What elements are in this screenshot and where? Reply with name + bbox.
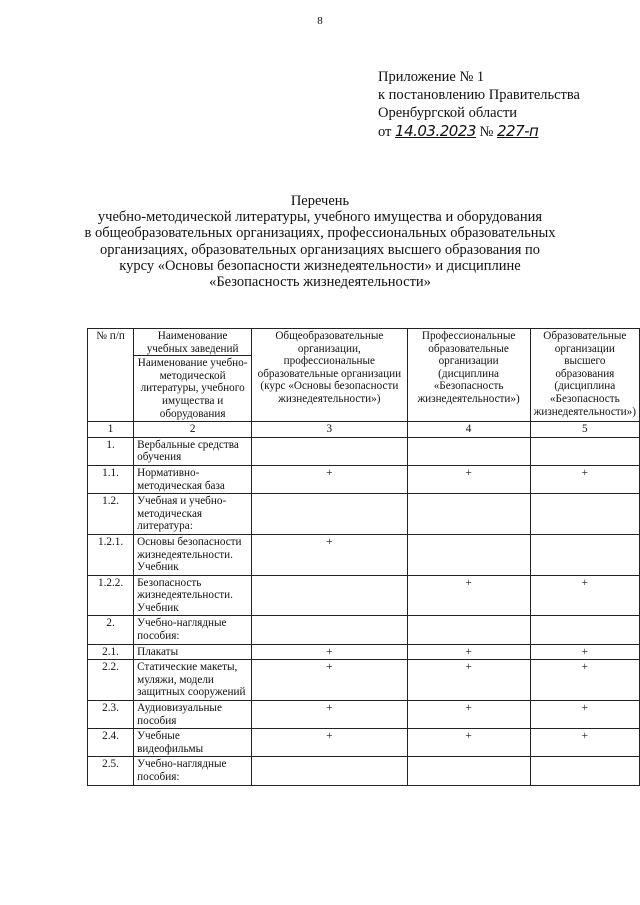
row-name: Учебно-наглядные пособия:: [134, 757, 252, 785]
row-col3: [252, 494, 407, 535]
row-col4: [407, 437, 530, 465]
header-col4: Профессиональные образовательные организации (дисциплина «Безопасность жизнедеятельности»): [407, 329, 530, 422]
row-num: 2.: [88, 616, 134, 644]
table-row: [88, 616, 640, 644]
table-row: [88, 729, 640, 757]
title-line: учебно-методической литературы, учебного имущества и оборудования: [97, 209, 543, 226]
index-cell: 2: [134, 422, 252, 438]
header-name-bottom: Наименование учебно-методической литературы, учебного имущества и оборудования: [137, 357, 248, 420]
row-num: 1.: [88, 437, 134, 465]
row-col4: [407, 534, 530, 575]
row-num: 1.1.: [88, 465, 134, 493]
row-col3: [252, 437, 407, 465]
header-col3: Общеобразовательные организации, профессиональные образовательные организации (курс «Основы безопасности жизнедеятельности»): [252, 329, 407, 422]
table-index-row: [88, 422, 640, 438]
row-name: Учебные видеофильмы: [134, 729, 252, 757]
row-col4: +: [407, 465, 530, 493]
row-name: Учебно-наглядные пособия:: [134, 616, 252, 644]
table-row: [88, 494, 640, 535]
row-name: Безопасность жизнедеятельности. Учебник: [134, 575, 252, 616]
row-num: 2.3.: [88, 701, 134, 729]
appendix-block: [378, 68, 580, 141]
row-name: Основы безопасности жизнедеятельности. Учебник: [134, 534, 252, 575]
row-col3: +: [252, 534, 407, 575]
row-col4: [407, 616, 530, 644]
handwritten-number: 227-п: [497, 122, 539, 140]
row-col3: +: [252, 701, 407, 729]
row-col4: +: [407, 575, 530, 616]
table-row: [88, 757, 640, 785]
title-line: «Безопасность жизнедеятельности»: [209, 274, 431, 291]
document-title: [60, 193, 580, 290]
table-row: [88, 575, 640, 616]
row-num: 2.4.: [88, 729, 134, 757]
title-heading: Перечень: [290, 193, 350, 209]
row-col3: +: [252, 465, 407, 493]
handwritten-date: 14.03.2023: [395, 122, 476, 140]
row-name: Статические макеты, муляжи, модели защитных сооружений: [134, 660, 252, 701]
row-col5: [530, 437, 639, 465]
table-row: [88, 701, 640, 729]
row-col5: +: [530, 465, 639, 493]
row-num: 2.1.: [88, 644, 134, 660]
title-line: курсу «Основы безопасности жизнедеятельности» и дисциплине: [119, 257, 521, 274]
row-num: 1.2.2.: [88, 575, 134, 616]
appendix-line-3: Оренбургской области: [378, 105, 518, 121]
appendix-line-1: Приложение № 1: [378, 69, 485, 85]
row-name: Аудиовизуальные пособия: [134, 701, 252, 729]
row-col3: [252, 757, 407, 785]
table-row: [88, 437, 640, 465]
row-name: Плакаты: [134, 644, 252, 660]
row-col5: [530, 534, 639, 575]
table-row: [88, 534, 640, 575]
row-col3: +: [252, 729, 407, 757]
appendix-line-2: к постановлению Правительства: [378, 87, 580, 103]
appendix-date-line: [378, 122, 580, 141]
table-row: [88, 465, 640, 493]
index-cell: 5: [530, 422, 639, 438]
row-col3: [252, 575, 407, 616]
row-num: 1.2.1.: [88, 534, 134, 575]
row-col4: +: [407, 660, 530, 701]
row-col5: [530, 757, 639, 785]
row-col5: +: [530, 729, 639, 757]
row-num: 1.2.: [88, 494, 134, 535]
row-col3: +: [252, 660, 407, 701]
row-col5: +: [530, 644, 639, 660]
number-prefix: №: [479, 124, 494, 140]
page-number: 8: [317, 15, 323, 27]
row-col4: +: [407, 701, 530, 729]
row-col5: [530, 616, 639, 644]
table-header-row: [88, 329, 640, 422]
index-cell: 3: [252, 422, 407, 438]
row-num: 2.2.: [88, 660, 134, 701]
row-name: Вербальные средства обучения: [134, 437, 252, 465]
row-col4: +: [407, 644, 530, 660]
header-name: [134, 329, 252, 422]
row-col5: +: [530, 660, 639, 701]
row-col5: +: [530, 575, 639, 616]
date-prefix: от: [378, 124, 392, 140]
row-col5: +: [530, 701, 639, 729]
row-col4: [407, 494, 530, 535]
row-col4: [407, 757, 530, 785]
row-col3: +: [252, 644, 407, 660]
index-cell: 1: [88, 422, 134, 438]
row-name: Нормативно-методическая база: [134, 465, 252, 493]
header-num: № п/п: [88, 329, 134, 422]
header-col5: Образовательные организации высшего образования (дисциплина «Безопасность жизнедеятельности»): [530, 329, 639, 422]
row-num: 2.5.: [88, 757, 134, 785]
row-col3: [252, 616, 407, 644]
row-col4: +: [407, 729, 530, 757]
equipment-table: [87, 328, 640, 786]
header-name-top: Наименование учебных заведений: [134, 329, 251, 356]
row-name: Учебная и учебно-методическая литература:: [134, 494, 252, 535]
title-line: в общеобразовательных организациях, профессиональных образовательных: [84, 225, 556, 242]
index-cell: 4: [407, 422, 530, 438]
table-row: [88, 660, 640, 701]
table-row: [88, 644, 640, 660]
row-col5: [530, 494, 639, 535]
title-line: организациях, образовательных организациях высшего образования по: [99, 241, 540, 258]
